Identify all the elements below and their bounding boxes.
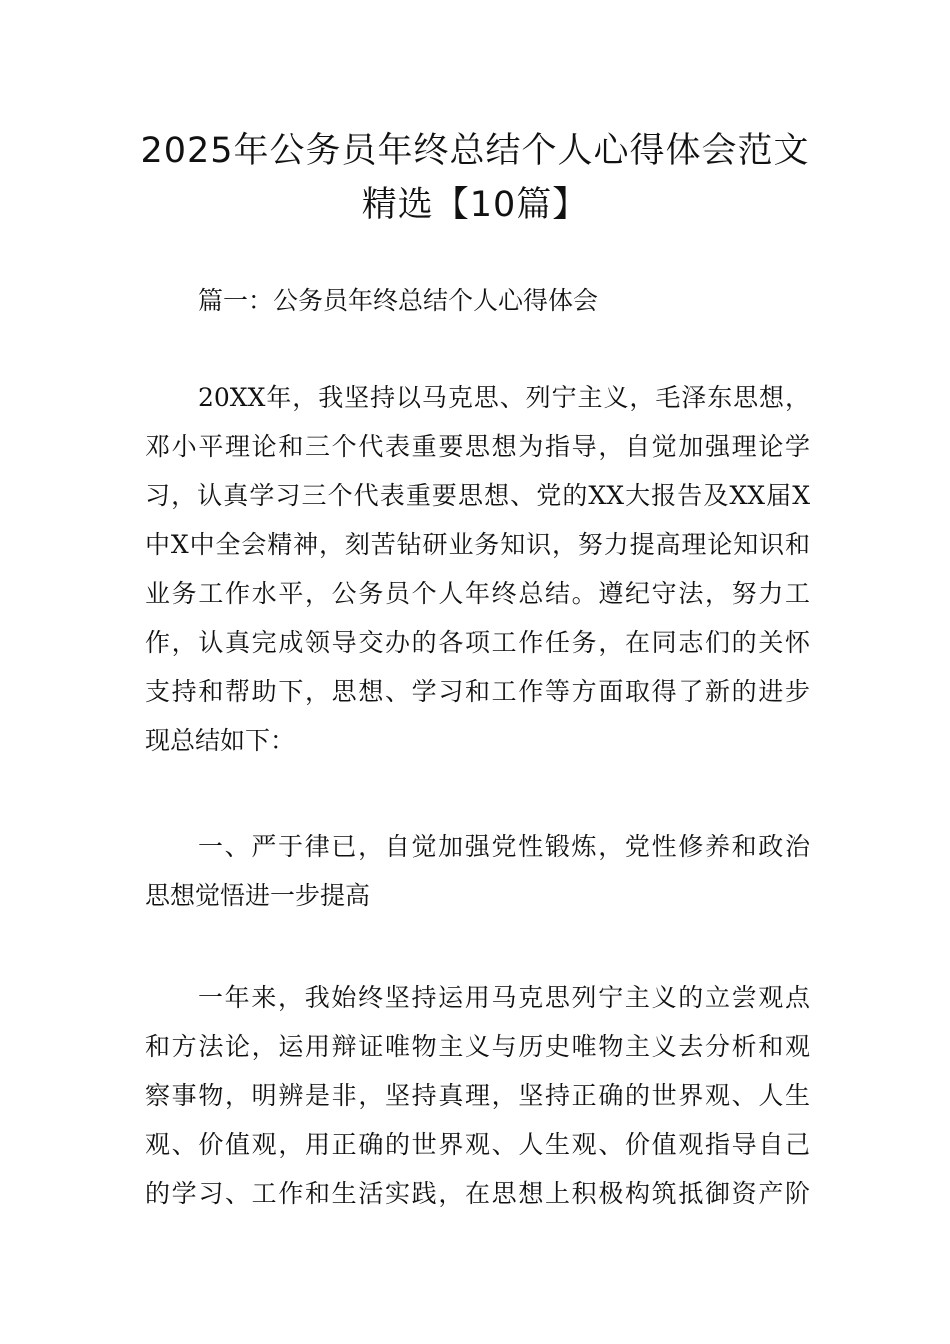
paragraph-line: 察事物，明辨是非，坚持真理，坚持正确的世界观、人生 <box>145 1081 810 1110</box>
paragraph-line: 20XX年，我坚持以马克思、列宁主义，毛泽东思想， <box>198 383 810 412</box>
paragraph-line: 和方法论，运用辩证唯物主义与历史唯物主义去分析和观 <box>145 1032 810 1061</box>
paragraph-line: 观、价值观，用正确的世界观、人生观、价值观指导自己 <box>145 1130 810 1159</box>
paragraph-line: 习，认真学习三个代表重要思想、党的XX大报告及XX届X <box>145 481 810 510</box>
title-line-1: 2025年公务员年终总结个人心得体会范文 <box>140 131 810 171</box>
paragraph-3 <box>145 973 810 1218</box>
paragraph-2 <box>145 822 810 920</box>
paragraph-line: 一年来，我始终坚持运用马克思列宁主义的立尝观点 <box>198 983 810 1012</box>
paragraph-line: 支持和帮助下，思想、学习和工作等方面取得了新的进步 <box>145 677 810 706</box>
title-line-2: 精选【10篇】 <box>361 185 589 225</box>
section-heading-text: 篇一：公务员年终总结个人心得体会 <box>198 286 599 315</box>
paragraph-line: 中X中全会精神，刻苦钻研业务知识，努力提高理论知识和 <box>145 530 810 559</box>
section-heading <box>145 276 810 325</box>
paragraph-line: 的学习、工作和生活实践，在思想上积极构筑抵御资产阶 <box>145 1179 810 1208</box>
paragraph-line: 业务工作水平，公务员个人年终总结。遵纪守法，努力工 <box>145 579 810 608</box>
paragraph-1 <box>145 373 810 765</box>
paragraph-line: 思想觉悟进一步提高 <box>145 881 371 910</box>
paragraph-line: 邓小平理论和三个代表重要思想为指导，自觉加强理论学 <box>145 432 810 461</box>
document-title <box>120 124 830 232</box>
paragraph-line: 作，认真完成领导交办的各项工作任务，在同志们的关怀 <box>145 628 810 657</box>
paragraph-line: 一、严于律已，自觉加强党性锻炼，党性修养和政治 <box>198 832 810 861</box>
paragraph-line: 现总结如下： <box>145 726 296 755</box>
